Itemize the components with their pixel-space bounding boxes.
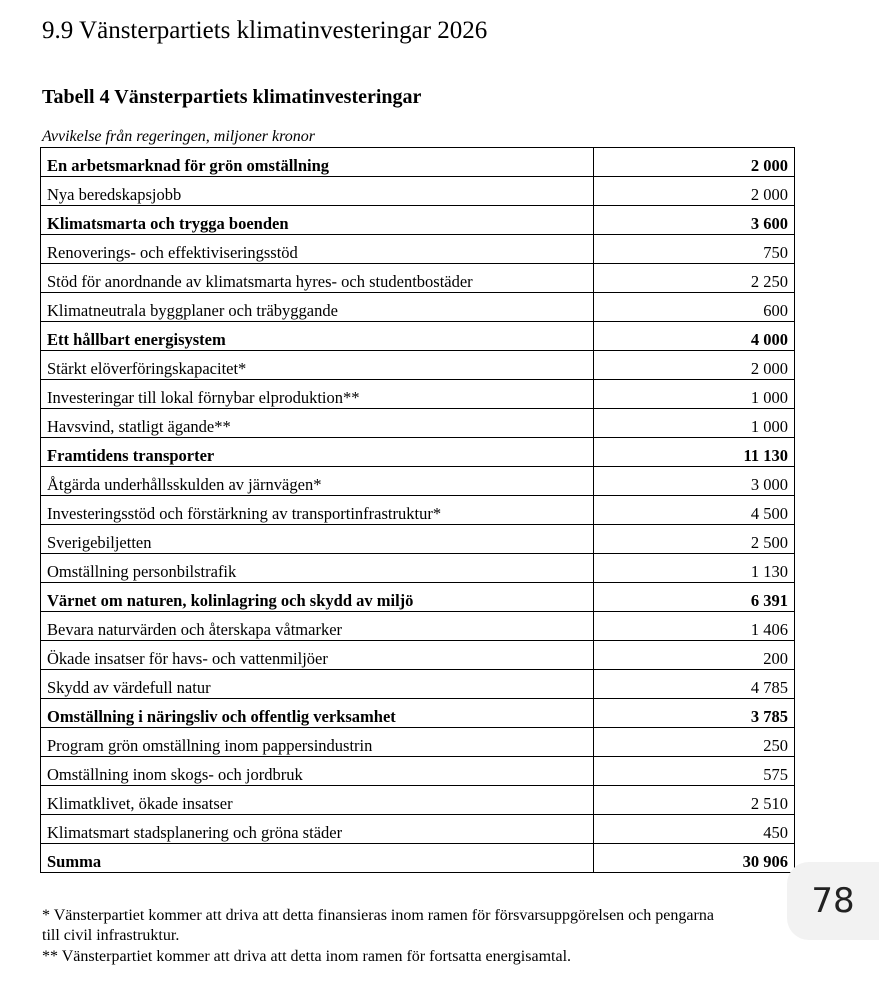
- row-label: Värnet om naturen, kolinlagring och skydd av miljö: [41, 583, 594, 612]
- table-title: Tabell 4 Vänsterpartiets klimatinvesteringar: [42, 86, 422, 108]
- table-row-category: [41, 844, 795, 873]
- row-value: 2 500: [594, 525, 795, 554]
- row-value: 1 000: [594, 409, 795, 438]
- row-label: Omställning inom skogs- och jordbruk: [41, 757, 594, 786]
- row-label: Bevara naturvärden och återskapa våtmarker: [41, 612, 594, 641]
- row-label: Omställning personbilstrafik: [41, 554, 594, 583]
- row-value: 1 000: [594, 380, 795, 409]
- table-row: [41, 525, 795, 554]
- footnote-2: ** Vänsterpartiet kommer att driva att detta inom ramen för fortsatta energisamtal.: [42, 948, 572, 965]
- row-value: 575: [594, 757, 795, 786]
- climate-investment-table: [40, 147, 795, 873]
- table-row: [41, 728, 795, 757]
- footnote-1: * Vänsterpartiet kommer att driva att detta finansieras inom ramen för försvarsuppgörelsen och pengarna: [42, 907, 714, 924]
- row-value: 1 130: [594, 554, 795, 583]
- row-label: Havsvind, statligt ägande**: [41, 409, 594, 438]
- row-label: Framtidens transporter: [41, 438, 594, 467]
- page-number-badge: 78: [787, 862, 879, 940]
- table-row: [41, 670, 795, 699]
- table-row: [41, 177, 795, 206]
- table-subtitle: Avvikelse från regeringen, miljoner kronor: [42, 128, 315, 145]
- table-row: [41, 264, 795, 293]
- row-label: Klimatsmarta och trygga boenden: [41, 206, 594, 235]
- row-value: 6 391: [594, 583, 795, 612]
- row-label: Omställning i näringsliv och offentlig verksamhet: [41, 699, 594, 728]
- table-row: [41, 554, 795, 583]
- row-value: 4 500: [594, 496, 795, 525]
- table-row: [41, 293, 795, 322]
- footnote-1-continued: till civil infrastruktur.: [42, 927, 180, 944]
- row-value: 2 250: [594, 264, 795, 293]
- row-label: Klimatneutrala byggplaner och träbyggande: [41, 293, 594, 322]
- row-label: Ett hållbart energisystem: [41, 322, 594, 351]
- row-label: Stärkt elöverföringskapacitet*: [41, 351, 594, 380]
- table-row: [41, 467, 795, 496]
- row-value: 2 510: [594, 786, 795, 815]
- row-value: 2 000: [594, 351, 795, 380]
- table-row: [41, 786, 795, 815]
- row-value: 200: [594, 641, 795, 670]
- row-value: 3 785: [594, 699, 795, 728]
- row-label: Renoverings- och effektiviseringsstöd: [41, 235, 594, 264]
- row-value: 2 000: [594, 148, 795, 177]
- row-value: 2 000: [594, 177, 795, 206]
- row-label: Klimatsmart stadsplanering och gröna städer: [41, 815, 594, 844]
- table-row: [41, 235, 795, 264]
- row-value: 750: [594, 235, 795, 264]
- row-label: Klimatklivet, ökade insatser: [41, 786, 594, 815]
- table-row-category: [41, 583, 795, 612]
- row-label: Skydd av värdefull natur: [41, 670, 594, 699]
- table-row: [41, 815, 795, 844]
- table-row: [41, 409, 795, 438]
- row-label: Investeringsstöd och förstärkning av transportinfrastruktur*: [41, 496, 594, 525]
- row-label: Summa: [41, 844, 594, 873]
- row-value: 4 000: [594, 322, 795, 351]
- table-row-category: [41, 322, 795, 351]
- table-row-category: [41, 699, 795, 728]
- table-row: [41, 612, 795, 641]
- row-value: 3 000: [594, 467, 795, 496]
- row-label: Sverigebiljetten: [41, 525, 594, 554]
- table-row-category: [41, 148, 795, 177]
- row-label: Ökade insatser för havs- och vattenmiljöer: [41, 641, 594, 670]
- row-value: 450: [594, 815, 795, 844]
- row-value: 30 906: [594, 844, 795, 873]
- row-label: Åtgärda underhållsskulden av järnvägen*: [41, 467, 594, 496]
- row-label: Nya beredskapsjobb: [41, 177, 594, 206]
- row-value: 1 406: [594, 612, 795, 641]
- row-value: 600: [594, 293, 795, 322]
- table-row: [41, 641, 795, 670]
- row-value: 250: [594, 728, 795, 757]
- row-label: Program grön omställning inom pappersindustrin: [41, 728, 594, 757]
- row-label: Investeringar till lokal förnybar elproduktion**: [41, 380, 594, 409]
- table-row: [41, 351, 795, 380]
- table-row: [41, 380, 795, 409]
- row-value: 3 600: [594, 206, 795, 235]
- row-value: 11 130: [594, 438, 795, 467]
- table-row-category: [41, 438, 795, 467]
- table-row-category: [41, 206, 795, 235]
- section-heading: 9.9 Vänsterpartiets klimatinvesteringar 2026: [42, 17, 488, 44]
- row-value: 4 785: [594, 670, 795, 699]
- table-row: [41, 757, 795, 786]
- row-label: Stöd för anordnande av klimatsmarta hyres- och studentbostäder: [41, 264, 594, 293]
- table-row: [41, 496, 795, 525]
- row-label: En arbetsmarknad för grön omställning: [41, 148, 594, 177]
